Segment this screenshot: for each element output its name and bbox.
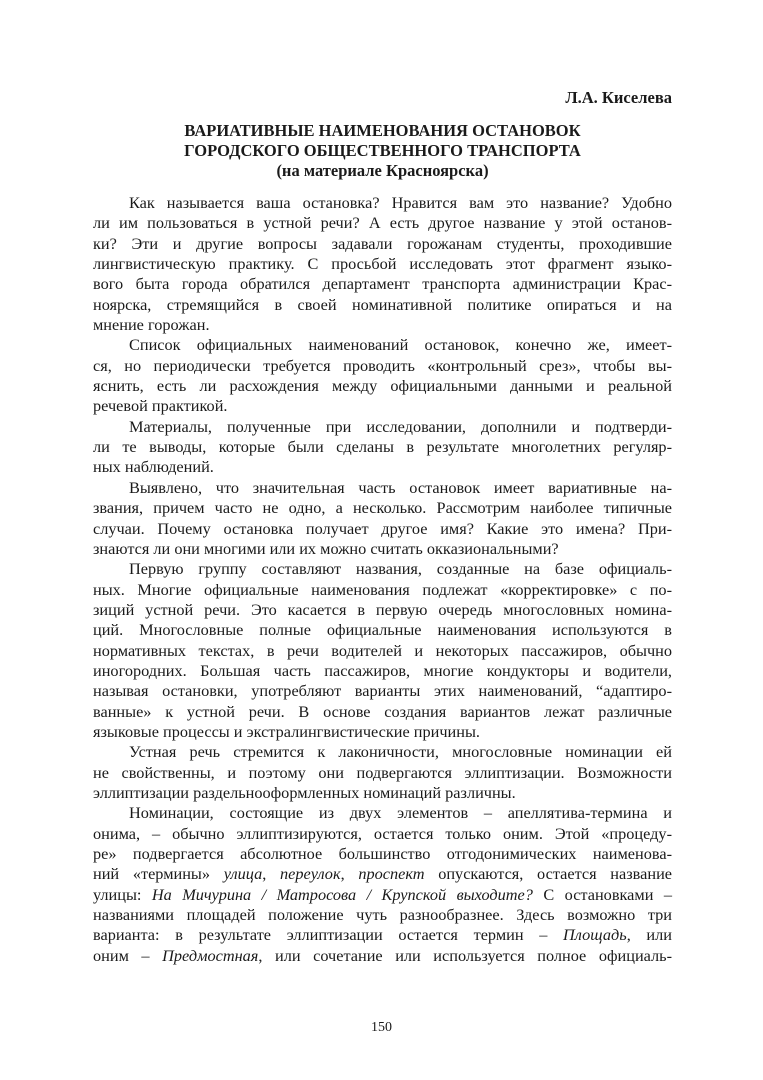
paragraph-line: не свойственны, и поэтому они подвергаются эллиптизации. Возможности	[93, 762, 672, 782]
page-number: 150	[371, 1020, 392, 1035]
paragraph-line: Номинации, состоящие из двух элементов – апеллятива-термина и	[129, 803, 672, 823]
paragraph-line: яснить, есть ли расхождения между официальными данными и реальной	[93, 376, 672, 396]
paragraph-line: ноярска, стремящийся в своей номинативной политике опираться и на	[93, 294, 672, 314]
paragraph-line	[93, 946, 672, 966]
italic-term: проспект	[358, 864, 425, 884]
paragraph-6	[93, 742, 672, 803]
paragraph-line: речевой практикой.	[93, 396, 228, 416]
italic-term: переулок	[279, 864, 341, 884]
title-subtitle: (на материале Красноярска)	[276, 161, 489, 180]
paragraph-1	[93, 193, 672, 335]
paragraph-line	[93, 885, 672, 905]
paragraph-line	[93, 864, 672, 884]
paragraph-line: нормативных текстах, в речи водителей и некоторых пассажиров, обычно	[93, 640, 672, 660]
paragraph-7	[93, 803, 672, 966]
paragraph-line: зиций устной речи. Это касается в первую очередь многословных номина-	[93, 599, 672, 619]
paragraph-line: ных наблюдений.	[93, 457, 214, 477]
paragraph-line: ванные» к устной речи. В основе создания вариантов лежат различные	[93, 701, 672, 721]
paragraph-line: Материалы, полученные при исследовании, дополнили и подтверди-	[129, 416, 672, 436]
author-name: Л.А. Киселева	[565, 88, 672, 107]
paragraph-line: ся, но периодически требуется проводить «контрольный срез», чтобы вы-	[93, 355, 672, 375]
title-line-2: ГОРОДСКОГО ОБЩЕСТВЕННОГО ТРАНСПОРТА	[184, 141, 581, 160]
paragraph-line: ре» подвергается абсолютное большинство отгодонимических наименова-	[93, 844, 672, 863]
paragraph-line: знаются ли они многими или их можно считать окказиональными?	[93, 538, 559, 558]
text-run: ,	[340, 864, 359, 884]
paragraph-line: ли те выводы, которые были сделаны в результате многолетних регуляр-	[93, 437, 672, 457]
italic-term: Площадь	[563, 925, 627, 945]
paragraph-line: ций. Многословные полные официальные наименования используются в	[93, 620, 672, 640]
paragraph-line: называя остановки, употребляют варианты этих наименований, “адаптиро-	[93, 681, 672, 701]
paragraph-line: ных. Многие официальные наименования подлежат «корректировке» с по-	[93, 579, 672, 599]
paragraph-line: звания, причем часто не одно, а несколько. Рассмотрим наиболее типичные	[93, 498, 672, 518]
paragraph-line: названиями площадей положение чуть разнообразнее. Здесь возможно три	[93, 905, 672, 925]
paragraph-line: Список официальных наименований остановок, конечно же, имеет-	[129, 335, 672, 355]
page-body	[93, 88, 672, 966]
paragraph-line: иногородних. Большая часть пассажиров, многие кондукторы и водители,	[93, 660, 672, 680]
text-run: С остановками –	[532, 884, 672, 904]
text-run: ,	[262, 864, 280, 884]
title-line-1: ВАРИАТИВНЫЕ НАИМЕНОВАНИЯ ОСТАНОВОК	[184, 121, 581, 140]
paragraph-line: ки? Эти и другие вопросы задавали горожанам студенты, проходившие	[93, 233, 672, 253]
text-run: улицы:	[93, 884, 152, 904]
article-title	[93, 121, 672, 181]
text-run: опускаются, остается название	[424, 864, 673, 884]
paragraph-4	[93, 478, 672, 559]
paragraph-line	[93, 925, 672, 945]
paragraph-2	[93, 335, 672, 416]
paragraph-line: вого быта города обратился департамент транспорта администрации Крас-	[93, 274, 672, 294]
article-text	[93, 193, 672, 803]
text-run: варианта: в результате эллиптизации остается термин –	[93, 925, 564, 945]
paragraph-line: онима, – обычно эллиптизируются, остается только оним. Этой «процеду-	[93, 823, 672, 843]
italic-term: улица	[223, 864, 263, 884]
paragraph-line: Устная речь стремится к лаконичности, многословные номинации ей	[129, 742, 672, 762]
paragraph-line: эллиптизации раздельнооформленных номинаций различны.	[93, 782, 516, 802]
paragraph-line: Первую группу составляют названия, созданные на базе официаль-	[129, 559, 672, 579]
paragraph-5	[93, 559, 672, 742]
text-run: ний «термины»	[93, 864, 224, 884]
text-run: , или	[626, 925, 672, 945]
paragraph-line: языковые процессы и экстралингвистические причины.	[93, 721, 480, 741]
text-run: оним –	[93, 945, 163, 965]
text-run: , или сочетание или используется полное официаль-	[258, 945, 672, 965]
paragraph-line: ли им пользоваться в устной речи? А есть другое название у этой останов-	[93, 213, 672, 233]
paragraph-line: мнение горожан.	[93, 315, 210, 335]
italic-example: На Мичурина / Матросова / Крупской выходите?	[151, 884, 533, 904]
italic-term: Предмостная	[162, 945, 259, 965]
paragraph-line: Как называется ваша остановка? Нравится вам это название? Удобно	[129, 193, 672, 212]
paragraph-3	[93, 417, 672, 478]
paragraph-line: случаи. Почему остановка получает другое имя? Какие это имена? При-	[93, 518, 672, 538]
paragraph-line: лингвистическую практику. С просьбой исследовать этот фрагмент языко-	[93, 254, 672, 274]
paragraph-line: Выявлено, что значительная часть остановок имеет вариативные на-	[129, 477, 672, 497]
